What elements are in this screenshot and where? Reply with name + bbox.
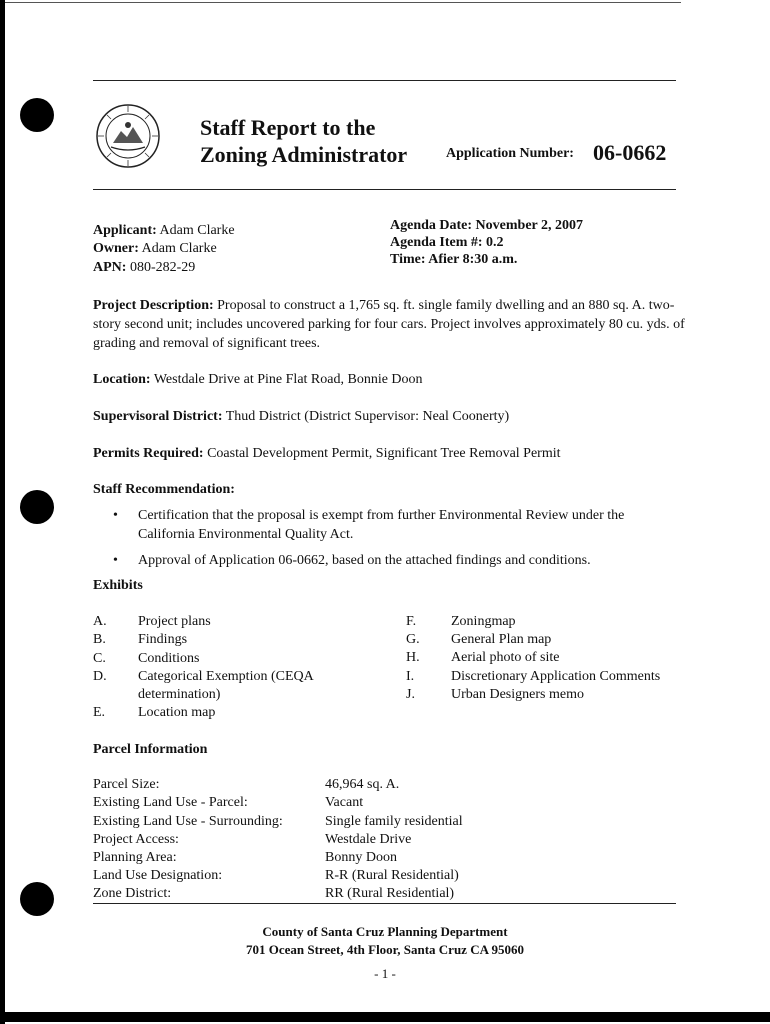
location bbox=[93, 370, 693, 389]
apn-value: 080-282-29 bbox=[129, 260, 196, 275]
parcel-row-label: Parcel Size: bbox=[93, 777, 160, 792]
exhibit-text: Project plans bbox=[138, 614, 211, 629]
parcel-row-value: 46,964 sq. A. bbox=[325, 777, 400, 792]
page-number: - 1 - bbox=[374, 966, 396, 981]
exhibit-text: Urban Designers memo bbox=[451, 687, 584, 702]
agenda-item: Agenda Item #: 0.2 bbox=[390, 235, 504, 250]
permits-label: Permits Required: bbox=[93, 446, 204, 461]
exhibit-text: Location map bbox=[138, 705, 216, 720]
exhibit-letter: J. bbox=[406, 687, 415, 702]
location-label: Location: bbox=[93, 372, 151, 387]
recommendation-item: • Certification that the proposal is exempt from further Environmental Review under the California Environmental Quality Act. bbox=[93, 506, 673, 544]
exhibit-text: Categorical Exemption (CEQA determination) bbox=[138, 669, 313, 702]
applicant-value: Adam Clarke bbox=[159, 223, 235, 238]
footer-department: County of Santa Cruz Planning Department bbox=[262, 924, 508, 939]
parcel-row-value: R-R (Rural Residential) bbox=[325, 868, 459, 883]
district-text: Thud District (District Supervisor: Neal Coonerty) bbox=[225, 409, 510, 424]
page-left-edge bbox=[0, 0, 5, 1024]
exhibits-label: Exhibits bbox=[93, 578, 143, 593]
parcel-row-label: Planning Area: bbox=[93, 850, 177, 865]
footer-address: 701 Ocean Street, 4th Floor, Santa Cruz CA 95060 bbox=[245, 942, 525, 957]
exhibit-text: Zoningmap bbox=[451, 614, 516, 629]
report-title-line1: Staff Report to the bbox=[200, 115, 376, 140]
parcel-row-label: Land Use Designation: bbox=[93, 868, 223, 883]
parcel-row-value: Vacant bbox=[325, 795, 364, 810]
parcel-row-value: RR (Rural Residential) bbox=[325, 886, 455, 901]
exhibit-letter: I. bbox=[406, 669, 415, 684]
location-text: Westdale Drive at Pine Flat Road, Bonnie Doon bbox=[153, 372, 423, 387]
county-seal-icon bbox=[95, 103, 161, 169]
exhibit-text: Conditions bbox=[138, 651, 200, 666]
parcel-bottom-rule bbox=[93, 903, 676, 904]
exhibit-letter: H. bbox=[406, 650, 420, 665]
apn-label: APN: bbox=[93, 260, 127, 275]
agenda-date: Agenda Date: November 2, 2007 bbox=[390, 218, 583, 233]
report-title-line2: Zoning Administrator bbox=[200, 142, 408, 167]
parcel-row-value: Single family residential bbox=[325, 814, 463, 829]
exhibit-text: Findings bbox=[138, 632, 188, 647]
exhibit-letter: F. bbox=[406, 614, 417, 629]
application-number-label: Application Number: bbox=[446, 146, 574, 161]
agenda-time: Time: Afier 8:30 a.m. bbox=[390, 252, 518, 267]
exhibits-right-column bbox=[406, 613, 696, 713]
project-description-label: Project Description: bbox=[93, 298, 214, 313]
exhibits-left-column bbox=[93, 613, 393, 723]
parcel-information-label: Parcel Information bbox=[93, 742, 208, 757]
exhibit-letter: A. bbox=[93, 614, 107, 629]
binder-hole-icon bbox=[20, 490, 54, 524]
parcel-row-label: Project Access: bbox=[93, 832, 179, 847]
permits-text: Coastal Development Permit, Significant Tree Removal Permit bbox=[207, 446, 561, 461]
applicant-label: Applicant: bbox=[93, 223, 157, 238]
exhibit-letter: C. bbox=[93, 651, 106, 666]
exhibit-letter: B. bbox=[93, 632, 106, 647]
parcel-row-label: Zone District: bbox=[93, 886, 172, 901]
page-top-edge bbox=[5, 2, 681, 3]
exhibit-letter: E. bbox=[93, 705, 106, 720]
parcel-row-value: Westdale Drive bbox=[325, 832, 412, 847]
applicant-line bbox=[93, 222, 235, 240]
owner-line bbox=[93, 240, 217, 258]
apn-line bbox=[93, 259, 195, 277]
page-bottom-edge bbox=[0, 1012, 770, 1022]
district-label: Supervisoral District: bbox=[93, 409, 223, 424]
exhibit-text: Aerial photo of site bbox=[451, 650, 560, 665]
supervisorial-district bbox=[93, 407, 693, 426]
parcel-row-label: Existing Land Use - Surrounding: bbox=[93, 814, 283, 829]
project-description-text: Proposal to construct a 1,765 sq. ft. single family dwelling and an 880 sq. A. two-story second unit; includes uncovered parking for four cars. Project involves approximately 80 cu. yds. of grading and removal of significant trees. bbox=[93, 298, 685, 351]
parcel-row-label: Existing Land Use - Parcel: bbox=[93, 795, 248, 810]
recommendation-item: • Approval of Application 06-0662, based on the attached findings and conditions. bbox=[93, 551, 673, 570]
exhibit-text: General Plan map bbox=[451, 632, 552, 647]
header-bottom-rule bbox=[93, 189, 676, 190]
binder-hole-icon bbox=[20, 98, 54, 132]
recommendation-list bbox=[93, 506, 673, 577]
application-number: 06-0662 bbox=[593, 140, 667, 165]
header-top-rule bbox=[93, 80, 676, 81]
staff-recommendation-label: Staff Recommendation: bbox=[93, 482, 235, 497]
binder-hole-icon bbox=[20, 882, 54, 916]
permits-required bbox=[93, 444, 693, 463]
exhibit-letter: D. bbox=[93, 669, 107, 684]
owner-label: Owner: bbox=[93, 241, 139, 256]
exhibit-letter: G. bbox=[406, 632, 420, 647]
exhibit-text: Discretionary Application Comments bbox=[451, 669, 661, 684]
parcel-row-value: Bonny Doon bbox=[325, 850, 397, 865]
owner-value: Adam Clarke bbox=[141, 241, 217, 256]
project-description bbox=[93, 296, 693, 353]
